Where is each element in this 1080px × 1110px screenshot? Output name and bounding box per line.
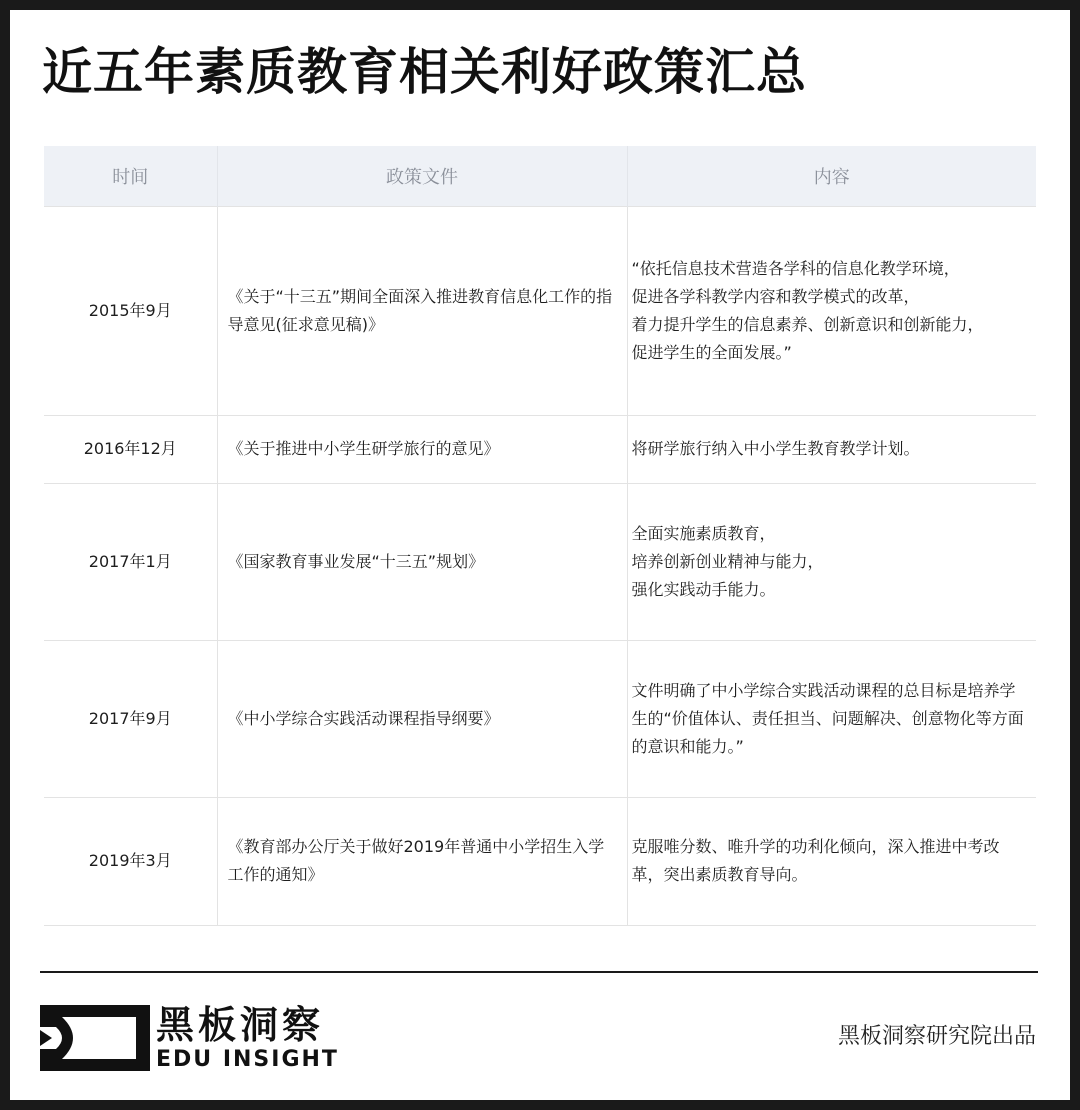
cell-content: 文件明确了中小学综合实践活动课程的总目标是培养学生的“价值体认、责任担当、问题解决、创意物化等方面的意识和能力。” xyxy=(627,640,1036,797)
cell-doc: 《关于“十三五”期间全面深入推进教育信息化工作的指导意见(征求意见稿)》 xyxy=(217,206,627,415)
table-row xyxy=(44,640,1036,797)
policy-table xyxy=(44,146,1036,926)
cell-content: “依托信息技术营造各学科的信息化教学环境， 促进各学科教学内容和教学模式的改革， 着力提升学生的信息素养、创新意识和创新能力， 促进学生的全面发展。” xyxy=(627,206,1036,415)
cell-doc: 《国家教育事业发展“十三五”规划》 xyxy=(217,483,627,640)
poster-frame xyxy=(10,10,1070,1100)
footer-divider xyxy=(40,971,1038,973)
table-row xyxy=(44,797,1036,925)
edu-insight-logo-icon xyxy=(40,1005,150,1071)
cell-doc: 《教育部办公厅关于做好2019年普通中小学招生入学工作的通知》 xyxy=(217,797,627,925)
cell-time: 2015年9月 xyxy=(44,206,217,415)
cell-doc: 《中小学综合实践活动课程指导纲要》 xyxy=(217,640,627,797)
cell-time: 2019年3月 xyxy=(44,797,217,925)
cell-content: 全面实施素质教育， 培养创新创业精神与能力， 强化实践动手能力。 xyxy=(627,483,1036,640)
table-row xyxy=(44,206,1036,415)
cell-content: 克服唯分数、唯升学的功利化倾向，深入推进中考改革，突出素质教育导向。 xyxy=(627,797,1036,925)
header-doc: 政策文件 xyxy=(217,146,627,206)
page-title: 近五年素质教育相关利好政策汇总 xyxy=(42,43,807,101)
brand-name-en: EDU INSIGHT xyxy=(156,1047,339,1072)
cell-time: 2017年9月 xyxy=(44,640,217,797)
header-time: 时间 xyxy=(44,146,217,206)
table-row xyxy=(44,483,1036,640)
brand-name-cn: 黑板洞察 xyxy=(156,1003,325,1047)
cell-doc: 《关于推进中小学生研学旅行的意见》 xyxy=(217,415,627,483)
cell-time: 2017年1月 xyxy=(44,483,217,640)
cell-time: 2016年12月 xyxy=(44,415,217,483)
header-content: 内容 xyxy=(627,146,1036,206)
table-header-row xyxy=(44,146,1036,206)
cell-content: 将研学旅行纳入中小学生教育教学计划。 xyxy=(627,415,1036,483)
table-row xyxy=(44,415,1036,483)
publisher-credit: 黑板洞察研究院出品 xyxy=(837,1024,1036,1049)
